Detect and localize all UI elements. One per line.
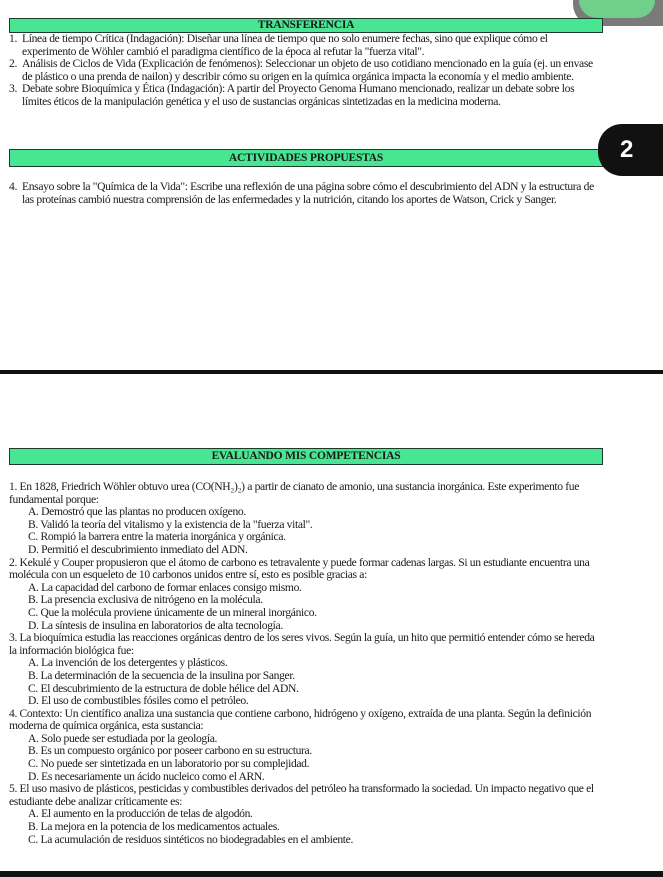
option-c: C. El descubrimiento de la estructura de doble hélice del ADN. <box>28 681 299 695</box>
question-2 <box>9 557 603 633</box>
question-stem: 2. Kekulé y Couper propusieron que el átomo de carbono es tetravalente y puede formar cadenas largas. Si un estudiante encuentra una molécula con un esqueleto de 10 carbonos unidos entre sí, esto es posible gracias a: <box>9 555 590 582</box>
option-d: D. Permitió el descubrimiento inmediato del ADN. <box>28 542 248 556</box>
questions <box>9 481 603 846</box>
list-item <box>0 181 600 206</box>
question-stem: 1. En 1828, Friedrich Wöhler obtuvo urea (CO(NH₂)₂) a partir de cianato de amonio, una sustancia inorgánica. Este experimento fue fundamental porque: <box>9 480 580 506</box>
question-1 <box>9 481 603 557</box>
option-c: C. No puede ser sintetizada en un laboratorio por su complejidad. <box>28 757 310 771</box>
option-a: A. Solo puede ser estudiada por la geología. <box>28 731 218 745</box>
option-b: B. Es un compuesto orgánico por poseer carbono en su estructura. <box>28 744 312 758</box>
bottom-edge-bar <box>0 871 663 877</box>
actividades-list <box>0 181 600 206</box>
option-a: A. La invención de los detergentes y plásticos. <box>28 656 228 670</box>
option-b: B. La presencia exclusiva de nitrógeno en la molécula. <box>28 593 263 607</box>
item-text: Línea de tiempo Crítica (Indagación): Diseñar una línea de tiempo que no solo enumere fechas, sino que explique cómo el experimento de Wöhler cambió el paradigma científico de la época al refutar la "fuerza vital". <box>22 32 548 58</box>
page-separator <box>0 370 663 374</box>
option-d: D. Es necesariamente un ácido nucleico como el ARN. <box>28 769 265 783</box>
option-c: C. La acumulación de residuos sintéticos no biodegradables en el ambiente. <box>28 832 354 846</box>
item-number: 2. <box>9 57 17 71</box>
option-a: A. El aumento en la producción de telas de algodón. <box>28 807 253 821</box>
item-number: 3. <box>9 82 17 96</box>
option-a: A. La capacidad del carbono de formar enlaces consigo mismo. <box>28 580 302 594</box>
option-b: B. La mejora en la potencia de los medicamentos actuales. <box>28 820 280 834</box>
option-c: C. Que la molécula proviene únicamente de un mineral inorgánico. <box>28 605 317 619</box>
item-number: 1. <box>9 32 17 45</box>
item-text: Debate sobre Bioquímica y Ética (Indagación): A partir del Proyecto Genoma Humano mencionado, realizar un debate sobre los límites éticos de la manipulación genética y el uso de sustancias orgánicas sintetizadas en la medicina moderna. <box>22 82 575 108</box>
option-c: C. Rompió la barrera entre la materia inorgánica y orgánica. <box>28 530 286 544</box>
question-stem: 5. El uso masivo de plásticos, pesticidas y combustibles derivados del petróleo ha transformado la sociedad. Un impacto negativo que el estudiante debe analizar críticamente es: <box>9 782 594 808</box>
question-stem: 4. Contexto: Un científico analiza una sustancia que contiene carbono, hidrógeno y oxígeno, extraída de una planta. Según la definición moderna de química orgánica, esta sustancia: <box>9 706 592 733</box>
item-text: Ensayo sobre la "Química de la Vida": Escribe una reflexión de una página sobre cómo el descubrimiento del ADN y la estructura de las proteínas cambió nuestra comprensión de las enfermedades y la nutrición, citando los aportes de Watson, Crick y Sanger. <box>22 180 594 206</box>
option-d: D. El uso de combustibles fósiles como el petróleo. <box>28 694 249 708</box>
transferencia-list <box>0 33 600 109</box>
section-header-actividades: ACTIVIDADES PROPUESTAS <box>9 149 603 167</box>
list-item <box>0 83 600 108</box>
section-header-evaluando: EVALUANDO MIS COMPETENCIAS <box>9 448 603 465</box>
page-number-badge: 2 <box>598 124 663 176</box>
list-item <box>0 58 600 83</box>
option-b: B. Validó la teoría del vitalismo y la existencia de la "fuerza vital". <box>28 517 313 531</box>
section-header-transferencia: TRANSFERENCIA <box>9 18 603 33</box>
list-item <box>0 33 600 58</box>
item-number: 4. <box>9 180 17 193</box>
option-b: B. La determinación de la secuencia de la insulina por Sanger. <box>28 668 295 682</box>
question-4 <box>9 708 603 784</box>
option-d: D. La síntesis de insulina en laboratorios de alta tecnología. <box>28 618 283 632</box>
question-3 <box>9 632 603 708</box>
option-a: A. Demostró que las plantas no producen oxígeno. <box>28 505 246 519</box>
question-5 <box>9 783 603 846</box>
top-right-tab-inner <box>579 0 655 18</box>
item-text: Análisis de Ciclos de Vida (Explicación de fenómenos): Seleccionar un objeto de uso cotidiano mencionado en la guía (ej. un envase de plástico o una prenda de nailon) y describir cómo su origen en la química orgánica impacta la economía y el medio ambiente. <box>22 57 593 83</box>
question-stem: 3. La bioquímica estudia las reacciones orgánicas dentro de los seres vivos. Según la guía, un hito que permitió entender cómo se hereda la información biológica fue: <box>9 631 595 657</box>
